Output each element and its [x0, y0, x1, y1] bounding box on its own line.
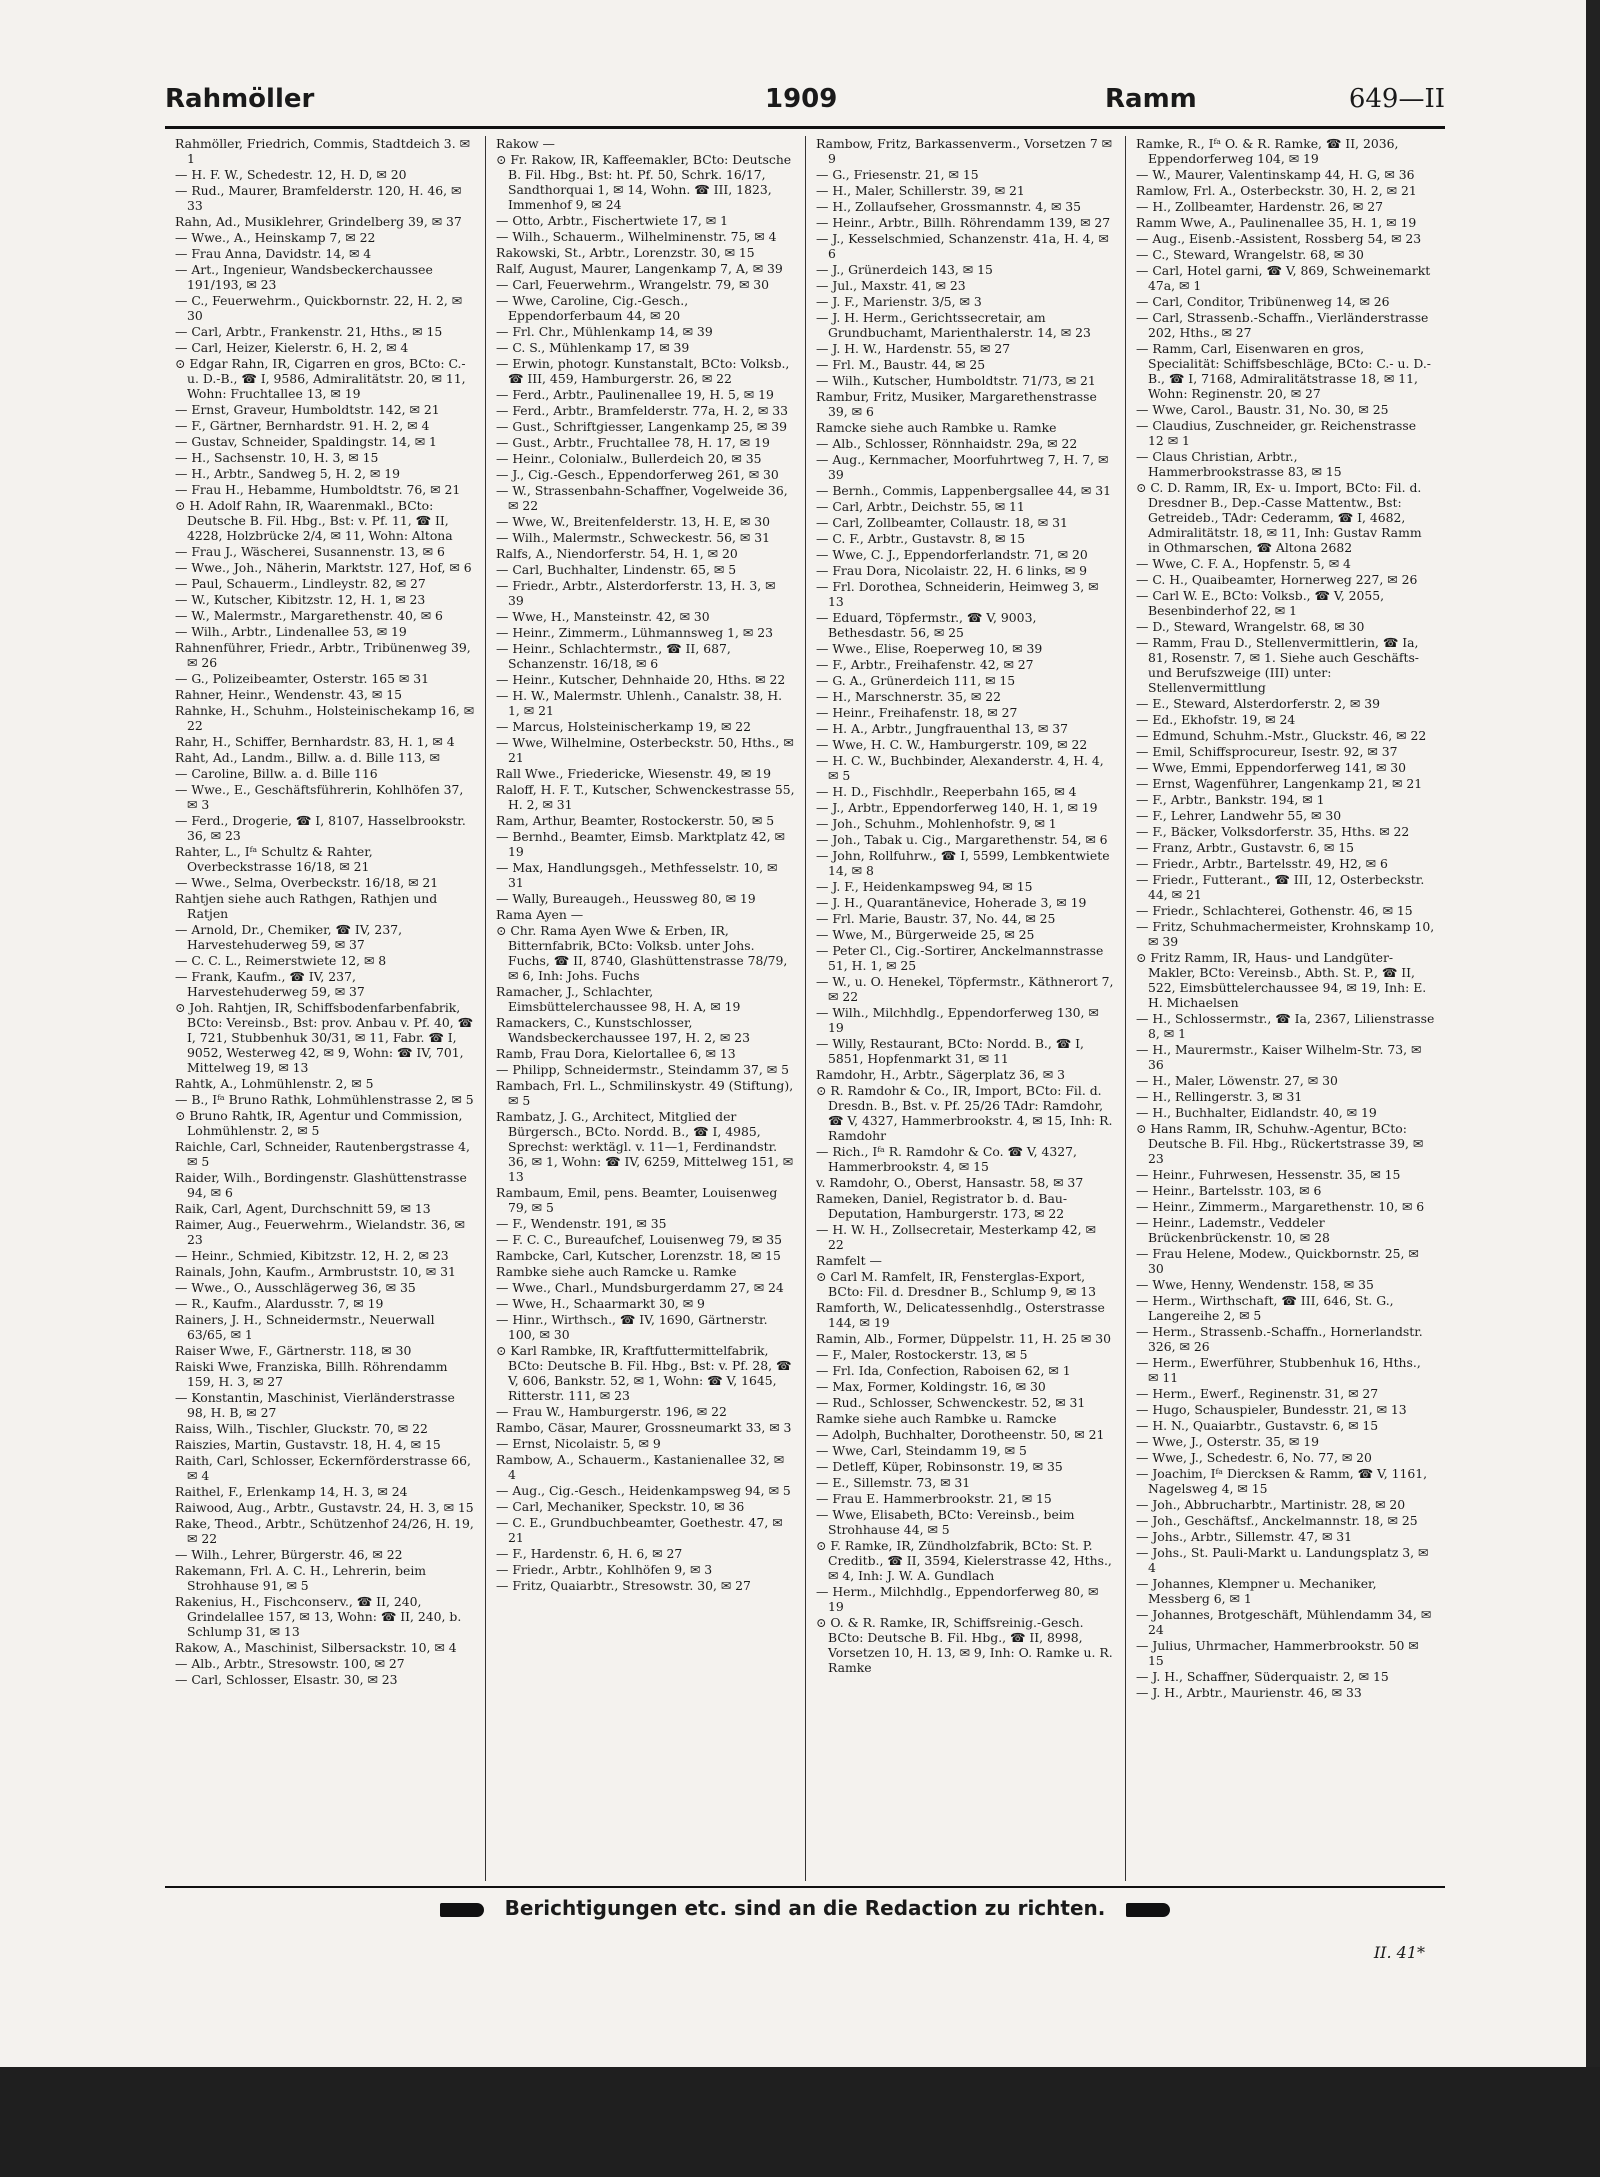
footer-divider [165, 1886, 1445, 1888]
pointing-hand-left-icon [440, 1903, 484, 1917]
directory-entry: Rahtk, A., Lohmühlenstr. 2, ✉ 5 [175, 1076, 374, 1091]
directory-entry: — H., Zollbeamter, Hardenstr. 26, ✉ 27 [1136, 199, 1383, 214]
directory-entry: — C. H., Quaibeamter, Hornerweg 227, ✉ 26 [1136, 572, 1418, 587]
directory-entry: — H., Zollaufseher, Grossmannstr. 4, ✉ 35 [816, 199, 1082, 214]
directory-entry: — Jul., Maxstr. 41, ✉ 23 [816, 278, 966, 293]
directory-entry: — Frl. Ida, Confection, Raboisen 62, ✉ 1 [816, 1363, 1071, 1378]
directory-entry: — Carl, Conditor, Tribünenweg 14, ✉ 26 [1136, 294, 1390, 309]
directory-entry: — J. H. Herm., Gerichtssecretair, am Grundbuchamt, Marienthalerstr. 14, ✉ 23 [816, 310, 1091, 340]
directory-entry: — Wwe, H. C. W., Hamburgerstr. 109, ✉ 22 [816, 737, 1088, 752]
directory-entry: ⊙ Bruno Rahtk, IR, Agentur und Commission, Lohmühlenstr. 2, ✉ 5 [175, 1108, 463, 1138]
directory-entry: — Ernst, Wagenführer, Langenkamp 21, ✉ 21 [1136, 776, 1423, 791]
directory-entry: — Wilh., Milchhdlg., Eppendorferweg 130, ✉ 19 [816, 1005, 1099, 1035]
directory-entry: — J., Arbtr., Eppendorferweg 140, H. 1, ✉ 19 [816, 800, 1098, 815]
directory-entry: — Claudius, Zuschneider, gr. Reichenstrasse 12 ✉ 1 [1136, 418, 1417, 448]
directory-entry: — Max, Former, Koldingstr. 16, ✉ 30 [816, 1379, 1046, 1394]
directory-entry: Rakemann, Frl. A. C. H., Lehrerin, beim Strohhause 91, ✉ 5 [175, 1563, 427, 1593]
directory-entry: — Friedr., Schlachterei, Gothenstr. 46, ✉ 15 [1136, 903, 1413, 918]
directory-entry: — Joh., Schuhm., Mohlenhofstr. 9, ✉ 1 [816, 816, 1057, 831]
directory-entry: Raik, Carl, Agent, Durchschnitt 59, ✉ 13 [175, 1201, 431, 1216]
directory-entry: — J., Kesselschmied, Schanzenstr. 41a, H. 4, ✉ 6 [816, 231, 1109, 261]
directory-entry: — D., Steward, Wrangelstr. 68, ✉ 30 [1136, 619, 1365, 634]
directory-entry: — Wwe, W., Breitenfelderstr. 13, H. E, ✉ 30 [496, 514, 771, 529]
directory-entry: — H. N., Quaiarbtr., Gustavstr. 6, ✉ 15 [1136, 1418, 1379, 1433]
directory-entry: — W., u. O. Henekel, Töpfermstr., Käthnerort 7, ✉ 22 [816, 974, 1114, 1004]
directory-entry: — J. H., Quarantänevice, Hoherade 3, ✉ 19 [816, 895, 1087, 910]
directory-entry: Raht, Ad., Landm., Billw. a. d. Bille 113, ✉ [175, 750, 440, 765]
directory-entry: — Carl, Zollbeamter, Collaustr. 18, ✉ 31 [816, 515, 1068, 530]
directory-entry: — Herm., Wirthschaft, ☎ III, 646, St. G., Langereihe 2, ✉ 5 [1136, 1293, 1394, 1323]
directory-entry: Rambow, A., Schauerm., Kastanienallee 32, ✉ 4 [496, 1452, 785, 1482]
directory-entry: — Fritz, Schuhmachermeister, Krohnskamp 10, ✉ 39 [1136, 919, 1435, 949]
directory-entry: Rambow, Fritz, Barkassenverm., Vorsetzen 7 ✉ 9 [816, 136, 1113, 166]
directory-entry: — Friedr., Arbtr., Bartelsstr. 49, H2, ✉ 6 [1136, 856, 1388, 871]
directory-entry: — Wwe, M., Bürgerweide 25, ✉ 25 [816, 927, 1035, 942]
directory-entry: — Joh., Tabak u. Cig., Margarethenstr. 54, ✉ 6 [816, 832, 1108, 847]
footer-text: Berichtigungen etc. sind an die Redaction zu richten. [504, 1896, 1106, 1920]
directory-entry: — Wilh., Malermstr., Schweckestr. 56, ✉ 31 [496, 530, 770, 545]
directory-entry: — Heinr., Schlachtermstr., ☎ II, 687, Schanzenstr. 16/18, ✉ 6 [496, 641, 731, 671]
directory-entry: — Frau Dora, Nicolaistr. 22, H. 6 links, ✉ 9 [816, 563, 1088, 578]
directory-entry: — Johannes, Brotgeschäft, Mühlendamm 34, ✉ 24 [1136, 1607, 1432, 1637]
directory-entry: — Art., Ingenieur, Wandsbeckerchaussee 191/193, ✉ 23 [175, 262, 433, 292]
directory-entry: — Herm., Ewerführer, Stubbenhuk 16, Hths., ✉ 11 [1136, 1355, 1421, 1385]
directory-entry: — Bernhd., Beamter, Eimsb. Marktplatz 42, ✉ 19 [496, 829, 785, 859]
directory-entry: — W., Maurer, Valentinskamp 44, H. G, ✉ 36 [1136, 167, 1415, 182]
directory-entry: — Wwe, H., Schaarmarkt 30, ✉ 9 [496, 1296, 705, 1311]
directory-entry: ⊙ Fritz Ramm, IR, Haus- und Landgüter-Makler, BCto: Vereinsb., Abth. St. P., ☎ II, 522, Eimsbüttelerchaussee 94, ✉ 19, Inh: E. H. Michaelsen [1136, 950, 1427, 1010]
directory-entry: — Herm., Strassenb.-Schaffn., Hornerlandstr. 326, ✉ 26 [1136, 1324, 1423, 1354]
directory-entry: — Hugo, Schauspieler, Bundesstr. 21, ✉ 13 [1136, 1402, 1407, 1417]
page-number: 649—II [1348, 84, 1445, 114]
directory-entry: Ralfs, A., Niendorferstr. 54, H. 1, ✉ 20 [496, 546, 738, 561]
directory-entry: — J. H., Schaffner, Süderquaistr. 2, ✉ 15 [1136, 1669, 1389, 1684]
directory-entry: — Heinr., Lademstr., Veddeler Brückenbrückenstr. 10, ✉ 28 [1136, 1215, 1330, 1245]
directory-entry: — Friedr., Arbtr., Kohlhöfen 9, ✉ 3 [496, 1562, 713, 1577]
directory-entry: — Wwe, C. J., Eppendorferlandstr. 71, ✉ 20 [816, 547, 1088, 562]
directory-entry: — Frl. Dorothea, Schneiderin, Heimweg 3, ✉ 13 [816, 579, 1099, 609]
directory-entry: — C., Feuerwehrm., Quickbornstr. 22, H. 2, ✉ 30 [175, 293, 463, 323]
directory-entry: Raithel, F., Erlenkamp 14, H. 3, ✉ 24 [175, 1484, 408, 1499]
scan-edge-right [1586, 0, 1600, 2100]
directory-entry: Rakowski, St., Arbtr., Lorenzstr. 30, ✉ 15 [496, 245, 755, 260]
directory-entry: — Wwe., Joh., Näherin, Marktstr. 127, Hof, ✉ 6 [175, 560, 472, 575]
directory-entry: — John, Rollfuhrw., ☎ I, 5599, Lembkentwiete 14, ✉ 8 [816, 848, 1110, 878]
directory-entry: ⊙ Joh. Rahtjen, IR, Schiffsbodenfarbenfabrik, BCto: Vereinsb., Bst: prov. Anbau v. Pf. 40, ☎ I, 721, Stubbenhuk 30/31, ✉ 11, Fabr. ☎ I, 9052, Westerweg 42, ✉ 9, Wohn: ☎ IV, 701, Mittelweg 19, ✉ 13 [175, 1000, 474, 1075]
directory-entry: — Edmund, Schuhm.-Mstr., Gluckstr. 46, ✉ 22 [1136, 728, 1427, 743]
directory-entry: — H., Maler, Schillerstr. 39, ✉ 21 [816, 183, 1025, 198]
directory-entry: Rambcke, Carl, Kutscher, Lorenzstr. 18, ✉ 15 [496, 1248, 781, 1263]
directory-entry: — Joh., Abbrucharbtr., Martinistr. 28, ✉ 20 [1136, 1497, 1406, 1512]
directory-entry: Ramb, Frau Dora, Kielortallee 6, ✉ 13 [496, 1046, 736, 1061]
directory-entry: — Frau E. Hammerbrookstr. 21, ✉ 15 [816, 1491, 1052, 1506]
directory-entry: — Heinr., Zimmerm., Lühmannsweg 1, ✉ 23 [496, 625, 773, 640]
directory-entry: — Alb., Arbtr., Stresowstr. 100, ✉ 27 [175, 1656, 405, 1671]
directory-entry: Rakow, A., Maschinist, Silbersackstr. 10, ✉ 4 [175, 1640, 457, 1655]
directory-page [165, 78, 1445, 1978]
directory-entry: — Ferd., Arbtr., Bramfelderstr. 77a, H. 2, ✉ 33 [496, 403, 788, 418]
directory-entry: — Herm., Ewerf., Reginenstr. 31, ✉ 27 [1136, 1386, 1379, 1401]
directory-entry: — Gust., Schriftgiesser, Langenkamp 25, ✉ 39 [496, 419, 788, 434]
directory-entry: — C. E., Grundbuchbeamter, Goethestr. 47, ✉ 21 [496, 1515, 783, 1545]
directory-entry: — Wwe, Carol., Baustr. 31, No. 30, ✉ 25 [1136, 402, 1389, 417]
directory-entry: — J. F., Heidenkampsweg 94, ✉ 15 [816, 879, 1033, 894]
directory-entry: — Frl. M., Baustr. 44, ✉ 25 [816, 357, 986, 372]
directory-entry: — Wwe., Selma, Overbeckstr. 16/18, ✉ 21 [175, 875, 439, 890]
directory-entry: — Johannes, Klempner u. Mechaniker, Messberg 6, ✉ 1 [1136, 1576, 1377, 1606]
directory-entry: Rainals, John, Kaufm., Armbruststr. 10, ✉ 31 [175, 1264, 456, 1279]
directory-entry: — Frau Helene, Modew., Quickbornstr. 25, ✉ 30 [1136, 1246, 1419, 1276]
directory-entry: — H. W., Malermstr. Uhlenh., Canalstr. 38, H. 1, ✉ 21 [496, 688, 783, 718]
directory-entry: — Wally, Bureaugeh., Heussweg 80, ✉ 19 [496, 891, 756, 906]
directory-entry: Ramke siehe auch Rambke u. Ramcke [816, 1411, 1057, 1426]
footer-notice [165, 1896, 1445, 1932]
directory-entry: — Wwe, Emmi, Eppendorferweg 141, ✉ 30 [1136, 760, 1407, 775]
directory-entry: Ramforth, W., Delicatessenhdlg., Osterstrasse 144, ✉ 19 [816, 1300, 1105, 1330]
directory-entry: — Wwe, J., Osterstr. 35, ✉ 19 [1136, 1434, 1319, 1449]
directory-entry: v. Ramdohr, O., Oberst, Hansastr. 58, ✉ 37 [816, 1175, 1084, 1190]
directory-entry: — F., Wendenstr. 191, ✉ 35 [496, 1216, 667, 1231]
directory-entry: — J. H. W., Hardenstr. 55, ✉ 27 [816, 341, 1011, 356]
directory-entry: ⊙ Carl M. Ramfelt, IR, Fensterglas-Export, BCto: Fil. d. Dresdner B., Schlump 9, ✉ 13 [816, 1269, 1096, 1299]
directory-entry: Rahn, Ad., Musiklehrer, Grindelberg 39, ✉ 37 [175, 214, 462, 229]
directory-entry: — Carl, Hotel garni, ☎ V, 869, Schweinemarkt 47a, ✉ 1 [1136, 263, 1431, 293]
directory-entry: — H., Maurermstr., Kaiser Wilhelm-Str. 73, ✉ 36 [1136, 1042, 1422, 1072]
directory-entry: ⊙ F. Ramke, IR, Zündholzfabrik, BCto: St. P. Creditb., ☎ II, 3594, Kielerstrasse 42, Hths., ✉ 4, Inh: J. W. A. Gundlach [816, 1538, 1112, 1583]
directory-entry: — W., Malermstr., Margarethenstr. 40, ✉ 6 [175, 608, 443, 623]
directory-entry: Ram, Arthur, Beamter, Rostockerstr. 50, ✉ 5 [496, 813, 775, 828]
directory-entry: — C. S., Mühlenkamp 17, ✉ 39 [496, 340, 690, 355]
directory-entry: — J., Cig.-Gesch., Eppendorferweg 261, ✉ 30 [496, 467, 779, 482]
directory-entry: Ramin, Alb., Former, Düppelstr. 11, H. 25 ✉ 30 [816, 1331, 1112, 1346]
directory-entry: — Carl, Feuerwehrm., Wrangelstr. 79, ✉ 30 [496, 277, 770, 292]
directory-entry: — Johs., Arbtr., Sillemstr. 47, ✉ 31 [1136, 1529, 1353, 1544]
directory-entry: Raiwood, Aug., Arbtr., Gustavstr. 24, H. 3, ✉ 15 [175, 1500, 474, 1515]
directory-entry: — Wwe., Elise, Roeperweg 10, ✉ 39 [816, 641, 1043, 656]
page-header [165, 78, 1445, 129]
directory-entry: Rahner, Heinr., Wendenstr. 43, ✉ 15 [175, 687, 402, 702]
column-3 [805, 136, 1125, 1881]
directory-entry: — H. A., Arbtr., Jungfrauenthal 13, ✉ 37 [816, 721, 1068, 736]
directory-entry: — H. F. W., Schedestr. 12, H. D, ✉ 20 [175, 167, 407, 182]
directory-entry: — Wwe, C. F. A., Hopfenstr. 5, ✉ 4 [1136, 556, 1351, 571]
directory-entry: Rahmöller, Friedrich, Commis, Stadtdeich 3. ✉ 1 [175, 136, 470, 166]
directory-entry: — H., Buchhalter, Eidlandstr. 40, ✉ 19 [1136, 1105, 1377, 1120]
directory-entry: — Heinr., Zimmerm., Margarethenstr. 10, ✉ 6 [1136, 1199, 1425, 1214]
directory-entry: — Franz, Arbtr., Gustavstr. 6, ✉ 15 [1136, 840, 1355, 855]
directory-entry: — Aug., Kernmacher, Moorfuhrtweg 7, H. 7, ✉ 39 [816, 452, 1109, 482]
directory-entry: Rambke siehe auch Ramcke u. Ramke [496, 1264, 737, 1279]
directory-entry: Ramlow, Frl. A., Osterbeckstr. 30, H. 2, ✉ 21 [1136, 183, 1417, 198]
directory-entry: — Gustav, Schneider, Spaldingstr. 14, ✉ 1 [175, 434, 437, 449]
directory-entry: — Frau Anna, Davidstr. 14, ✉ 4 [175, 246, 372, 261]
directory-entry: — Bernh., Commis, Lappenbergsallee 44, ✉ 31 [816, 483, 1112, 498]
directory-entry: — Carl, Arbtr., Frankenstr. 21, Hths., ✉ 15 [175, 324, 443, 339]
directory-entry: — J. F., Marienstr. 3/5, ✉ 3 [816, 294, 982, 309]
directory-entry: — Arnold, Dr., Chemiker, ☎ IV, 237, Harvestehuderweg 59, ✉ 37 [175, 922, 403, 952]
directory-entry: — H., Sachsenstr. 10, H. 3, ✉ 15 [175, 450, 379, 465]
directory-entry: Rainers, J. H., Schneidermstr., Neuerwall 63/65, ✉ 1 [175, 1312, 435, 1342]
directory-entry: — Heinr., Colonialw., Bullerdeich 20, ✉ 35 [496, 451, 762, 466]
directory-entry: — Peter Cl., Cig.-Sortirer, Anckelmannstrasse 51, H. 1, ✉ 25 [816, 943, 1104, 973]
header-year: 1909 [765, 84, 838, 114]
directory-entry: — Friedr., Futterant., ☎ III, 12, Osterbeckstr. 44, ✉ 21 [1136, 872, 1425, 902]
directory-entry: Ralf, August, Maurer, Langenkamp 7, A, ✉ 39 [496, 261, 783, 276]
directory-entry: — Heinr., Arbtr., Billh. Röhrendamm 139, ✉ 27 [816, 215, 1111, 230]
directory-entry: — H., Arbtr., Sandweg 5, H. 2, ✉ 19 [175, 466, 400, 481]
directory-entry: — Frank, Kaufm., ☎ IV, 237, Harvestehuderweg 59, ✉ 37 [175, 969, 365, 999]
directory-entry: — Ernst, Graveur, Humboldtstr. 142, ✉ 21 [175, 402, 440, 417]
directory-entry: — Aug., Cig.-Gesch., Heidenkampsweg 94, ✉ 5 [496, 1483, 791, 1498]
directory-entry: Raith, Carl, Schlosser, Eckernförderstrasse 66, ✉ 4 [175, 1453, 471, 1483]
directory-entry: — E., Sillemstr. 73, ✉ 31 [816, 1475, 971, 1490]
directory-entry: — B., Iᶠᵃ Bruno Rathk, Lohmühlenstrasse 2, ✉ 5 [175, 1092, 474, 1107]
directory-entry: — J. H., Arbtr., Maurienstr. 46, ✉ 33 [1136, 1685, 1362, 1700]
directory-entry: — Julius, Uhrmacher, Hammerbrookstr. 50 ✉ 15 [1136, 1638, 1419, 1668]
directory-entry: — Aug., Eisenb.-Assistent, Rossberg 54, ✉ 23 [1136, 231, 1422, 246]
directory-entry: Rambaum, Emil, pens. Beamter, Louisenweg 79, ✉ 5 [496, 1185, 778, 1215]
directory-entry: — Frau J., Wäscherei, Susannenstr. 13, ✉ 6 [175, 544, 445, 559]
directory-entry: Ramm Wwe, A., Paulinenallee 35, H. 1, ✉ 19 [1136, 215, 1417, 230]
directory-entry: — R., Kaufm., Alardusstr. 7, ✉ 19 [175, 1296, 384, 1311]
directory-entry: Rambatz, J. G., Architect, Mitglied der Bürgersch., BCto. Nordd. B., ☎ I, 4985, Sprechst: werktägl. v. 11—1, Ferdinandstr. 36, ✉ 1, Wohn: ☎ IV, 6259, Mittelweg 151, ✉ 13 [496, 1109, 794, 1184]
directory-entry: — C. C. L., Reimerstwiete 12, ✉ 8 [175, 953, 387, 968]
directory-entry: Raider, Wilh., Bordingenstr. Glashüttenstrasse 94, ✉ 6 [175, 1170, 467, 1200]
directory-entry: — Frau H., Hebamme, Humboldtstr. 76, ✉ 21 [175, 482, 461, 497]
directory-entry: — Detleff, Küper, Robinsonstr. 19, ✉ 35 [816, 1459, 1063, 1474]
directory-entry: — Wwe., O., Ausschlägerweg 36, ✉ 35 [175, 1280, 416, 1295]
directory-entry: — E., Steward, Alsterdorferstr. 2, ✉ 39 [1136, 696, 1381, 711]
directory-entry: — Wwe, Henny, Wendenstr. 158, ✉ 35 [1136, 1277, 1374, 1292]
directory-entry: Ramacher, J., Schlachter, Eimsbüttelerchaussee 98, H. A, ✉ 19 [496, 984, 741, 1014]
directory-entry: — Carl, Arbtr., Deichstr. 55, ✉ 11 [816, 499, 1025, 514]
directory-entry: — Konstantin, Maschinist, Vierländerstrasse 98, H. B, ✉ 27 [175, 1390, 455, 1420]
directory-entry: — C., Steward, Wrangelstr. 68, ✉ 30 [1136, 247, 1364, 262]
directory-entry: — Marcus, Holsteinischerkamp 19, ✉ 22 [496, 719, 752, 734]
directory-entry: — F., Hardenstr. 6, H. 6, ✉ 27 [496, 1546, 683, 1561]
directory-entry: Ramcke siehe auch Rambke u. Ramke [816, 420, 1057, 435]
directory-columns [165, 136, 1445, 1881]
column-4 [1125, 136, 1445, 1881]
directory-entry: — Joachim, Iᶠᵃ Diercksen & Ramm, ☎ V, 1161, Nagelsweg 4, ✉ 15 [1136, 1466, 1428, 1496]
directory-entry: ⊙ O. & R. Ramke, IR, Schiffsreinig.-Gesch. BCto: Deutsche B. Fil. Hbg., ☎ II, 8998, Vorsetzen 10, H. 13, ✉ 9, Inh: O. Ramke u. R. Ramke [816, 1615, 1113, 1675]
pointing-hand-right-icon [1126, 1903, 1170, 1917]
directory-entry: — Carl, Buchhalter, Lindenstr. 65, ✉ 5 [496, 562, 737, 577]
directory-entry: — Gust., Arbtr., Fruchtallee 78, H. 17, ✉ 19 [496, 435, 770, 450]
directory-entry: — Wwe, Elisabeth, BCto: Vereinsb., beim Strohhause 44, ✉ 5 [816, 1507, 1075, 1537]
directory-entry: — Alb., Schlosser, Rönnhaidstr. 29a, ✉ 22 [816, 436, 1078, 451]
directory-entry: — Frl. Marie, Baustr. 37, No. 44, ✉ 25 [816, 911, 1056, 926]
directory-entry: — Heinr., Fuhrwesen, Hessenstr. 35, ✉ 15 [1136, 1167, 1401, 1182]
directory-entry: — Friedr., Arbtr., Alsterdorferstr. 13, H. 3, ✉ 39 [496, 578, 776, 608]
directory-entry: — Wwe, Wilhelmine, Osterbeckstr. 50, Hths., ✉ 21 [496, 735, 794, 765]
directory-entry: — Joh., Geschäftsf., Anckelmannstr. 18, ✉ 25 [1136, 1513, 1418, 1528]
directory-entry: — Wilh., Schauerm., Wilhelminenstr. 75, ✉ 4 [496, 229, 777, 244]
directory-entry: Rahtjen siehe auch Rathgen, Rathjen und Ratjen [175, 891, 438, 921]
directory-entry: ⊙ Karl Rambke, IR, Kraftfuttermittelfabrik, BCto: Deutsche B. Fil. Hbg., Bst: v. Pf. 28, ☎ V, 606, Bankstr. 52, ✉ 1, Wohn: ☎ V, 1645, Ritterstr. 111, ✉ 23 [496, 1343, 792, 1403]
directory-entry: — Ed., Ekhofstr. 19, ✉ 24 [1136, 712, 1296, 727]
directory-entry: — G., Friesenstr. 21, ✉ 15 [816, 167, 979, 182]
directory-entry: — Ferd., Arbtr., Paulinenallee 19, H. 5, ✉ 19 [496, 387, 774, 402]
directory-entry: — Heinr., Schmied, Kibitzstr. 12, H. 2, ✉ 23 [175, 1248, 449, 1263]
directory-entry: Rahr, H., Schiffer, Bernhardstr. 83, H. 1, ✉ 4 [175, 734, 455, 749]
directory-entry: — Otto, Arbtr., Fischertwiete 17, ✉ 1 [496, 213, 729, 228]
directory-entry: — G., Polizeibeamter, Osterstr. 165 ✉ 31 [175, 671, 429, 686]
directory-entry: — W., Strassenbahn-Schaffner, Vogelweide 36, ✉ 22 [496, 483, 788, 513]
directory-entry: — Caroline, Billw. a. d. Bille 116 [175, 766, 378, 781]
directory-entry: — H., Marschnerstr. 35, ✉ 22 [816, 689, 1001, 704]
sheet-signature: II. 41* [1373, 1943, 1425, 1962]
directory-entry: ⊙ R. Ramdohr & Co., IR, Import, BCto: Fil. d. Dresdn. B., Bst. v. Pf. 25/26 TAdr: Ramdohr, ☎ V, 4327, Hammerbrookstr. 4, ✉ 15, Inh: R. Ramdohr [816, 1083, 1113, 1143]
header-last-name: Ramm [1105, 84, 1197, 114]
directory-entry: — F., Gärtner, Bernhardstr. 91. H. 2, ✉ 4 [175, 418, 430, 433]
directory-entry: — G. A., Grünerdeich 111, ✉ 15 [816, 673, 1016, 688]
directory-entry: ⊙ Edgar Rahn, IR, Cigarren en gros, BCto: C.- u. D.-B., ☎ I, 9586, Admiralitätstr. 20, ✉ 11, Wohn: Fruchtallee 13, ✉ 19 [175, 356, 466, 401]
directory-entry: — Rud., Maurer, Bramfelderstr. 120, H. 46, ✉ 33 [175, 183, 462, 213]
directory-entry: — Wwe., E., Geschäftsführerin, Kohlhöfen 37, ✉ 3 [175, 782, 464, 812]
directory-entry: — F., Maler, Rostockerstr. 13, ✉ 5 [816, 1347, 1028, 1362]
directory-entry: — Emil, Schiffsprocureur, Isestr. 92, ✉ 37 [1136, 744, 1398, 759]
directory-entry: — H. W. H., Zollsecretair, Mesterkamp 42, ✉ 22 [816, 1222, 1096, 1252]
directory-entry: Raiser Wwe, F., Gärtnerstr. 118, ✉ 30 [175, 1343, 412, 1358]
directory-entry: ⊙ Fr. Rakow, IR, Kaffeemakler, BCto: Deutsche B. Fil. Hbg., Bst: ht. Pf. 50, Schrk. 16/17, Sandthorquai 1, ✉ 14, Wohn. ☎ III, 1823, Immenhof 9, ✉ 24 [496, 152, 792, 212]
directory-entry: — Carl, Heizer, Kielerstr. 6, H. 2, ✉ 4 [175, 340, 409, 355]
directory-entry: — Fritz, Quaiarbtr., Stresowstr. 30, ✉ 27 [496, 1578, 751, 1593]
directory-entry: Rahnke, H., Schuhm., Holsteinischekamp 16, ✉ 22 [175, 703, 475, 733]
directory-entry: Ramfelt — [816, 1253, 882, 1268]
directory-entry: — Claus Christian, Arbtr., Hammerbrookstrasse 83, ✉ 15 [1136, 449, 1342, 479]
directory-entry: — Wilh., Lehrer, Bürgerstr. 46, ✉ 22 [175, 1547, 403, 1562]
directory-entry: ⊙ C. D. Ramm, IR, Ex- u. Import, BCto: Fil. d. Dresdner B., Dep.-Casse Mattentw., Bst: Getreideb., TAdr: Cederamm, ☎ I, 4682, Admiralitätstr. 18, ✉ 11, Inh: Gustav Ramm in Othmarschen, ☎ Altona 2682 [1136, 480, 1422, 555]
directory-entry: — Wwe., Charl., Mundsburgerdamm 27, ✉ 24 [496, 1280, 784, 1295]
directory-entry: Rakow — [496, 136, 555, 151]
directory-entry: ⊙ Hans Ramm, IR, Schuhw.-Agentur, BCto: Deutsche B. Fil. Hbg., Rückertstrasse 39, ✉ 23 [1136, 1121, 1424, 1166]
directory-entry: Raloff, H. F. T., Kutscher, Schwenckestrasse 55, H. 2, ✉ 31 [496, 782, 795, 812]
directory-entry: — Ramm, Frau D., Stellenvermittlerin, ☎ Ia, 81, Rosenstr. 7, ✉ 1. Siehe auch Geschäfts- und Berufszweige (III) unter: Stellenvermittlung [1136, 635, 1419, 695]
directory-entry: — Heinr., Freihafenstr. 18, ✉ 27 [816, 705, 1018, 720]
directory-entry: — H., Maler, Löwenstr. 27, ✉ 30 [1136, 1073, 1338, 1088]
directory-entry: Raimer, Aug., Feuerwehrm., Wielandstr. 36, ✉ 23 [175, 1217, 465, 1247]
directory-entry: — Frau W., Hamburgerstr. 196, ✉ 22 [496, 1404, 727, 1419]
directory-entry: — Carl, Mechaniker, Speckstr. 10, ✉ 36 [496, 1499, 745, 1514]
column-2 [485, 136, 805, 1881]
directory-entry: Raichle, Carl, Schneider, Rautenbergstrasse 4, ✉ 5 [175, 1139, 470, 1169]
directory-entry: — Wwe, J., Schedestr. 6, No. 77, ✉ 20 [1136, 1450, 1372, 1465]
directory-entry: Rameken, Daniel, Registrator b. d. Bau-Deputation, Hamburgerstr. 173, ✉ 22 [816, 1191, 1068, 1221]
directory-entry: — Wwe, Caroline, Cig.-Gesch., Eppendorferbaum 44, ✉ 20 [496, 293, 689, 323]
directory-entry: — Ernst, Nicolaistr. 5, ✉ 9 [496, 1436, 661, 1451]
column-1 [165, 136, 485, 1881]
directory-entry: — Rud., Schlosser, Schwenckestr. 52, ✉ 31 [816, 1395, 1086, 1410]
directory-entry: — Paul, Schauerm., Lindleystr. 82, ✉ 27 [175, 576, 426, 591]
directory-entry: — Eduard, Töpfermstr., ☎ V, 9003, Bethesdastr. 56, ✉ 25 [816, 610, 1037, 640]
directory-entry: Rambo, Cäsar, Maurer, Grossneumarkt 33, ✉ 3 [496, 1420, 792, 1435]
directory-entry: — W., Kutscher, Kibitzstr. 12, H. 1, ✉ 23 [175, 592, 426, 607]
directory-entry: Rambach, Frl. L., Schmilinskystr. 49 (Stiftung), ✉ 5 [496, 1078, 794, 1108]
directory-entry: — Rich., Iᶠᵃ R. Ramdohr & Co. ☎ V, 4327, Hammerbrookstr. 4, ✉ 15 [816, 1144, 1077, 1174]
directory-entry: Rambur, Fritz, Musiker, Margarethenstrasse 39, ✉ 6 [816, 389, 1097, 419]
directory-entry: — Wilh., Arbtr., Lindenallee 53, ✉ 19 [175, 624, 407, 639]
directory-entry: — H. C. W., Buchbinder, Alexanderstr. 4, H. 4, ✉ 5 [816, 753, 1104, 783]
directory-entry: — Wwe, H., Mansteinstr. 42, ✉ 30 [496, 609, 710, 624]
directory-entry: ⊙ H. Adolf Rahn, IR, Waarenmakl., BCto: Deutsche B. Fil. Hbg., Bst: v. Pf. 11, ☎ II, 4228, Holzbrücke 2/4, ✉ 11, Wohn: Altona [175, 498, 453, 543]
directory-entry: — Frl. Chr., Mühlenkamp 14, ✉ 39 [496, 324, 713, 339]
directory-entry: — Max, Handlungsgeh., Methfesselstr. 10, ✉ 31 [496, 860, 778, 890]
directory-entry: — Carl, Strassenb.-Schaffn., Vierländerstrasse 202, Hths., ✉ 27 [1136, 310, 1429, 340]
directory-entry: — Erwin, photogr. Kunstanstalt, BCto: Volksb., ☎ III, 459, Hamburgerstr. 26, ✉ 22 [496, 356, 790, 386]
directory-entry: Ramdohr, H., Arbtr., Sägerplatz 36, ✉ 3 [816, 1067, 1065, 1082]
directory-entry: — Johs., St. Pauli-Markt u. Landungsplatz 3, ✉ 4 [1136, 1545, 1429, 1575]
directory-entry: Rama Ayen — [496, 907, 584, 922]
directory-entry: — F., Lehrer, Landwehr 55, ✉ 30 [1136, 808, 1342, 823]
directory-entry: — Heinr., Kutscher, Dehnhaide 20, Hths. ✉ 22 [496, 672, 786, 687]
scan-edge-bottom [0, 2067, 1600, 2177]
directory-entry: — F., Arbtr., Bankstr. 194, ✉ 1 [1136, 792, 1325, 807]
directory-entry: — H., Rellingerstr. 3, ✉ 31 [1136, 1089, 1303, 1104]
directory-entry: — H. D., Fischhdlr., Reeperbahn 165, ✉ 4 [816, 784, 1077, 799]
directory-entry: — Ferd., Drogerie, ☎ I, 8107, Hasselbrookstr. 36, ✉ 23 [175, 813, 466, 843]
directory-entry: — Hinr., Wirthsch., ☎ IV, 1690, Gärtnerstr. 100, ✉ 30 [496, 1312, 768, 1342]
directory-entry: — Ramm, Carl, Eisenwaren en gros, Specialität: Schiffsbeschläge, BCto: C.- u. D.-B., ☎ I, 7168, Admiralitätstrasse 18, ✉ 11, Wohn: Reginenstr. 20, ✉ 27 [1136, 341, 1431, 401]
directory-entry: — F., Arbtr., Freihafenstr. 42, ✉ 27 [816, 657, 1034, 672]
directory-entry: Rake, Theod., Arbtr., Schützenhof 24/26, H. 19, ✉ 22 [175, 1516, 474, 1546]
directory-entry: Rahter, L., Iᶠᵃ Schultz & Rahter, Overbeckstrasse 16/18, ✉ 21 [175, 844, 373, 874]
directory-entry: — Wilh., Kutscher, Humboldtstr. 71/73, ✉ 21 [816, 373, 1096, 388]
header-first-name: Rahmöller [165, 84, 315, 114]
directory-entry: — F. C. C., Bureaufchef, Louisenweg 79, ✉ 35 [496, 1232, 783, 1247]
directory-entry: Raiszies, Martin, Gustavstr. 18, H. 4, ✉ 15 [175, 1437, 441, 1452]
directory-entry: — Carl, Schlosser, Elsastr. 30, ✉ 23 [175, 1672, 398, 1687]
directory-entry: — J., Grünerdeich 143, ✉ 15 [816, 262, 993, 277]
directory-entry: ⊙ Chr. Rama Ayen Wwe & Erben, IR, Bitternfabrik, BCto: Volksb. unter Johs. Fuchs, ☎ II, 8740, Glashüttenstrasse 78/79, ✉ 6, Inh: Johs. Fuchs [496, 923, 788, 983]
directory-entry: — Adolph, Buchhalter, Dorotheenstr. 50, ✉ 21 [816, 1427, 1105, 1442]
directory-entry: — Wwe., A., Heinskamp 7, ✉ 22 [175, 230, 376, 245]
directory-entry: Ramackers, C., Kunstschlosser, Wandsbeckerchaussee 197, H. 2, ✉ 23 [496, 1015, 750, 1045]
directory-entry: Rall Wwe., Friedericke, Wiesenstr. 49, ✉ 19 [496, 766, 771, 781]
directory-entry: — F., Bäcker, Volksdorferstr. 35, Hths. ✉ 22 [1136, 824, 1410, 839]
directory-entry: — Herm., Milchhdlg., Eppendorferweg 80, ✉ 19 [816, 1584, 1099, 1614]
directory-entry: — Heinr., Bartelsstr. 103, ✉ 6 [1136, 1183, 1322, 1198]
directory-entry: — Willy, Restaurant, BCto: Nordd. B., ☎ I, 5851, Hopfenmarkt 31, ✉ 11 [816, 1036, 1084, 1066]
directory-entry: Raiss, Wilh., Tischler, Gluckstr. 70, ✉ 22 [175, 1421, 428, 1436]
directory-entry: — Philipp, Schneidermstr., Steindamm 37, ✉ 5 [496, 1062, 789, 1077]
directory-entry: Raiski Wwe, Franziska, Billh. Röhrendamm 159, H. 3, ✉ 27 [175, 1359, 448, 1389]
directory-entry: — C. F., Arbtr., Gustavstr. 8, ✉ 15 [816, 531, 1026, 546]
directory-entry: — Wwe, Carl, Steindamm 19, ✉ 5 [816, 1443, 1027, 1458]
directory-entry: Rahnenführer, Friedr., Arbtr., Tribünenweg 39, ✉ 26 [175, 640, 471, 670]
directory-entry: Ramke, R., Iᶠᵃ O. & R. Ramke, ☎ II, 2036, Eppendorferweg 104, ✉ 19 [1136, 136, 1399, 166]
directory-entry: — H., Schlossermstr., ☎ Ia, 2367, Lilienstrasse 8, ✉ 1 [1136, 1011, 1435, 1041]
directory-entry: Rakenius, H., Fischconserv., ☎ II, 240, Grindelallee 157, ✉ 13, Wohn: ☎ II, 240, b. Schlump 31, ✉ 13 [175, 1594, 462, 1639]
directory-entry: — Carl W. E., BCto: Volksb., ☎ V, 2055, Besenbinderhof 22, ✉ 1 [1136, 588, 1385, 618]
